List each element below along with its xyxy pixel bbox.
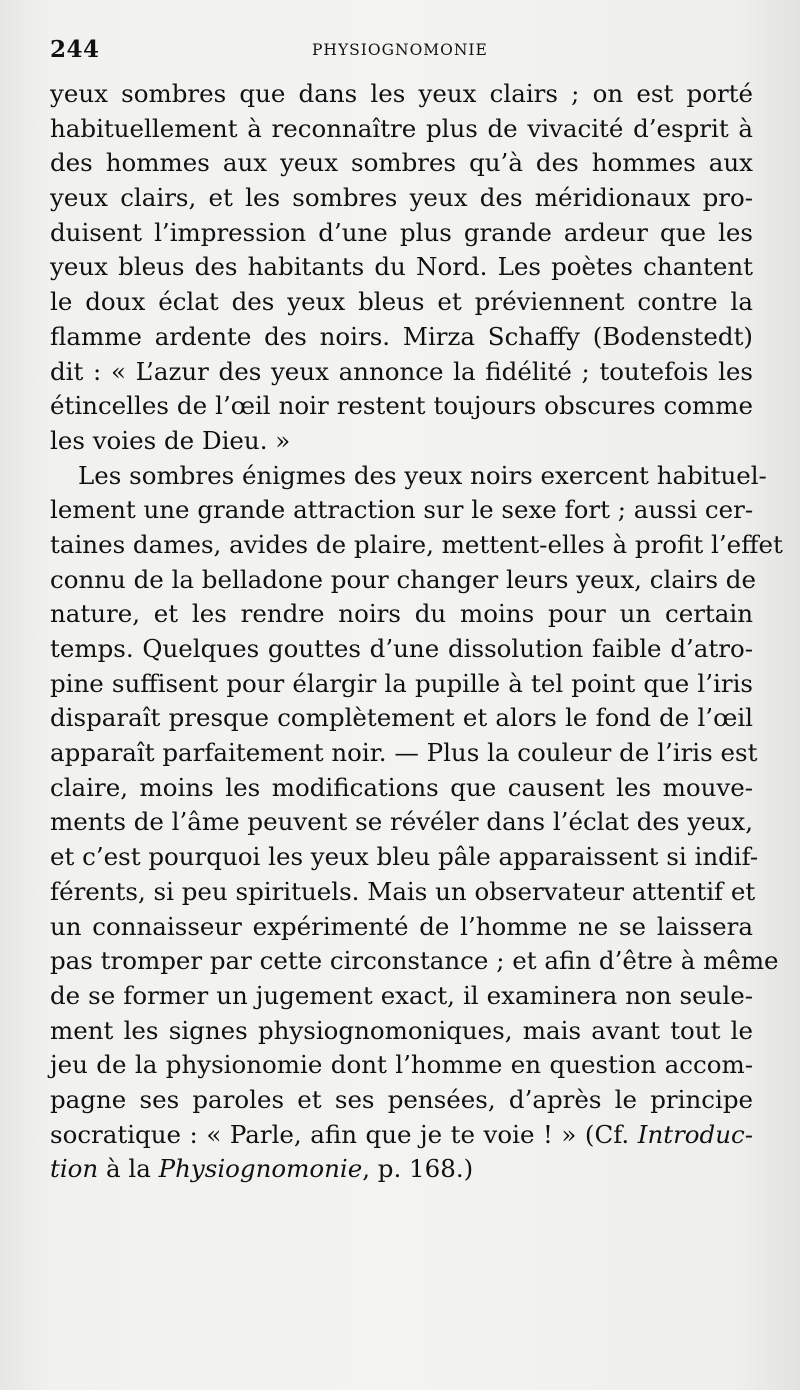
text-run: taines dames, avides de plaire, mettent-elles à profit l’effet <box>50 529 783 559</box>
text-line <box>50 459 767 494</box>
text-line <box>50 1152 753 1187</box>
text-run: flamme ardente des noirs. Mirza Schaffy (Bodenstedt) <box>50 321 753 351</box>
text-run: ments de l’âme peuvent se révéler dans l’éclat des yeux, <box>50 807 754 837</box>
text-run: socratique : « Parle, afin que je te voie ! » (Cf. <box>50 1119 638 1149</box>
text-line <box>50 667 753 702</box>
italic-text: Introduc- <box>637 1119 753 1149</box>
text-run: des hommes aux yeux sombres qu’à des hommes aux <box>50 148 753 178</box>
text-line <box>50 736 758 771</box>
text-run: de se former un jugement exact, il examinera non seule- <box>50 980 753 1010</box>
text-run: yeux sombres que dans les yeux clairs ; on est porté <box>50 79 753 108</box>
text-run: à la <box>98 1154 159 1184</box>
text-run: pagne ses paroles et ses pensées, d’après le principe <box>50 1084 753 1114</box>
text-run: apparaît parfaitement noir. — Plus la couleur de l’iris est <box>50 738 758 768</box>
text-line <box>50 250 753 285</box>
text-line <box>50 528 783 563</box>
running-head: PHYSIOGNOMONIE <box>312 41 488 59</box>
body-text <box>50 77 783 1187</box>
text-run: pine suffisent pour élargir la pupille à tel point que l’iris <box>50 668 753 698</box>
text-run: duisent l’impression d’une plus grande ardeur que les <box>50 217 753 247</box>
text-line <box>50 875 756 910</box>
text-line <box>50 146 753 181</box>
page-header <box>50 36 750 64</box>
text-run: Les sombres énigmes des yeux noirs exercent habituel- <box>78 460 767 490</box>
text-run: disparaît presque complètement et alors le fond de l’œil <box>50 703 753 733</box>
text-run: nature, et les rendre noirs du moins pour un certain <box>50 599 753 629</box>
text-line <box>50 1048 753 1083</box>
text-line <box>50 1118 753 1153</box>
text-line <box>50 910 753 945</box>
text-line <box>50 632 753 667</box>
text-run: le doux éclat des yeux bleus et préviennent contre la <box>50 287 753 317</box>
text-run: jeu de la physionomie dont l’homme en question accom- <box>50 1050 753 1080</box>
text-run: lement une grande attraction sur le sexe fort ; aussi cer- <box>50 495 754 525</box>
text-run: étincelles de l’œil noir restent toujours obscures comme <box>50 391 753 421</box>
text-line <box>50 944 779 979</box>
text-line <box>50 216 753 251</box>
text-run: les voies de Dieu. » <box>50 425 291 455</box>
text-run: et c’est pourquoi les yeux bleu pâle apparaissent si indif- <box>50 842 759 872</box>
text-line <box>50 1083 753 1118</box>
text-line <box>50 285 753 320</box>
text-line <box>50 840 759 875</box>
text-line <box>50 1014 753 1049</box>
text-line <box>50 181 753 216</box>
text-run: connu de la belladone pour changer leurs yeux, clairs de <box>50 564 756 594</box>
text-line <box>50 701 753 736</box>
text-run: férents, si peu spirituels. Mais un observateur attentif et <box>50 876 756 906</box>
page-number: 244 <box>50 36 100 63</box>
text-line <box>50 771 753 806</box>
text-run: yeux bleus des habitants du Nord. Les poètes chantent <box>50 252 753 282</box>
text-line <box>50 979 753 1014</box>
text-run: , p. 168.) <box>362 1154 474 1184</box>
text-line <box>50 493 753 528</box>
text-run: temps. Quelques gouttes d’une dissolution faible d’atro- <box>50 634 753 663</box>
text-line <box>50 805 753 840</box>
text-line <box>50 424 753 459</box>
italic-text: Physiognomonie <box>158 1154 363 1184</box>
text-line <box>50 77 753 112</box>
text-run: habituellement à reconnaître plus de vivacité d’esprit à <box>50 113 753 143</box>
text-run: claire, moins les modifications que causent les mouve- <box>50 772 753 802</box>
text-line <box>50 112 753 147</box>
text-run: dit : « L’azur des yeux annonce la fidélité ; toutefois les <box>50 356 753 386</box>
text-line <box>50 389 753 424</box>
text-line <box>50 320 753 355</box>
text-line <box>50 597 753 632</box>
text-line <box>50 355 753 390</box>
text-line <box>50 563 756 598</box>
italic-text: tion <box>50 1154 99 1184</box>
text-run: yeux clairs, et les sombres yeux des méridionaux pro- <box>50 183 753 213</box>
text-run: pas tromper par cette circonstance ; et afin d’être à même <box>50 946 779 976</box>
text-run: ment les signes physiognomoniques, mais avant tout le <box>50 1015 753 1045</box>
text-run: un connaisseur expérimenté de l’homme ne se laissera <box>50 911 753 941</box>
